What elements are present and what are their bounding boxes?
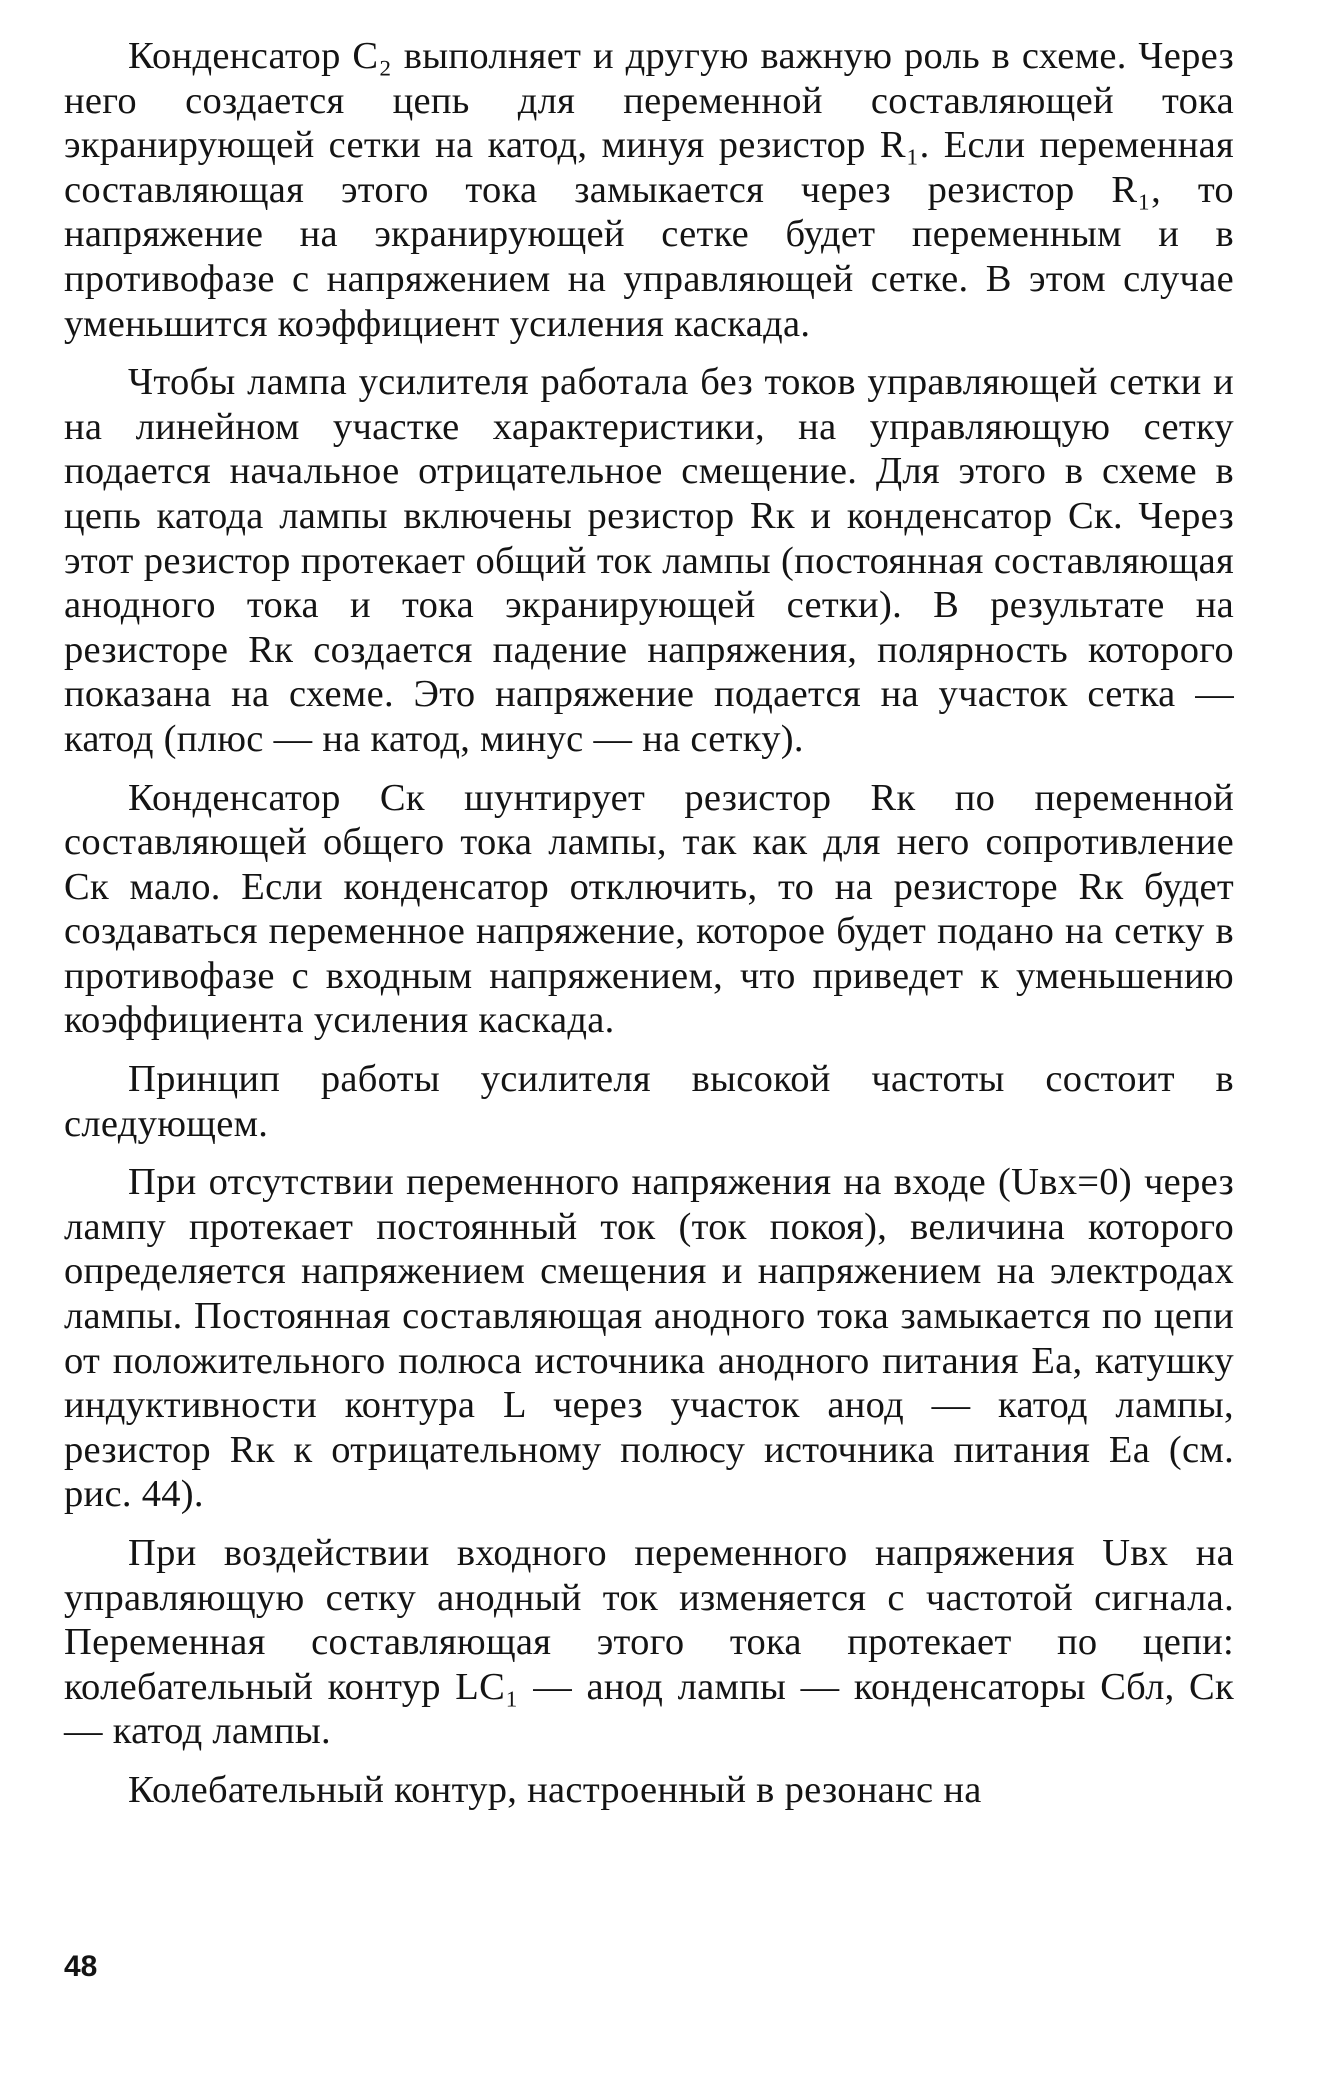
paragraph-no-input-voltage: При отсутствии переменного напряжения на входе (Uвх=0) через лампу протекает постоянный ток (ток покоя), величина которого определяется напряжением смещения и напряжением на электродах лампы. Постоянная составляющая анодного тока замыкается по цепи от положительного полюса источника анодного питания Eа, катушку индуктивности контура L через участок анод — катод лампы, резистор Rк к отрицательному полюсу источника питания Eа (см. рис. 44). [64, 1161, 1234, 1516]
paragraph-cathode-capacitor: Конденсатор Cк шунтирует резистор Rк по переменной составляющей общего тока лампы, так как для него сопротивление Cк мало. Если конденсатор отключить, то на резисторе Rк будет создаваться переменное напряжение, которое будет подано на сетку в противофазе с входным напряжением, что приведет к уменьшению коэффициента усиления каскада. [64, 776, 1234, 1042]
paragraph-grid-bias: Чтобы лампа усилителя работала без токов управляющей сетки и на линейном участке характеристики, на управляющую сетку подается начальное отрицательное смещение. Для этого в схеме в цепь катода лампы включены резистор Rк и конденсатор Cк. Через этот резистор протекает общий ток лампы (постоянная составляющая анодного тока и тока экранирующей сетки). В результате на резисторе Rк создается падение напряжения, полярность которого показана на схеме. Это напряжение подается на участок сетка — катод (плюс — на катод, минус — на сетку). [64, 361, 1234, 760]
paragraph-capacitor-c2-role: Конденсатор C₂ выполняет и другую важную роль в схеме. Через него создается цепь для переменной составляющей тока экранирующей сетки на катод, минуя резистор R₁. Если переменная составляющая этого тока замыкается через резистор R₁, то напряжение на экранирующей сетке будет переменным и в противофазе с напряжением на управляющей сетке. В этом случае уменьшится коэффициент усиления каскада. [64, 35, 1234, 345]
page-number: 48 [64, 1950, 98, 1983]
paragraph-operating-principle: Принцип работы усилителя высокой частоты состоит в следующем. [64, 1058, 1234, 1145]
paragraph-input-voltage-effect: При воздействии входного переменного напряжения Uвх на управляющую сетку анодный ток изменяется с частотой сигнала. Переменная составляющая этого тока протекает по цепи: колебательный контур LC₁ — анод лампы — конденсаторы Cбл, Cк — катод лампы. [64, 1532, 1234, 1753]
paragraph-resonant-circuit: Колебательный контур, настроенный в резонанс на [128, 1768, 982, 1811]
page-text-block [64, 34, 1234, 1813]
